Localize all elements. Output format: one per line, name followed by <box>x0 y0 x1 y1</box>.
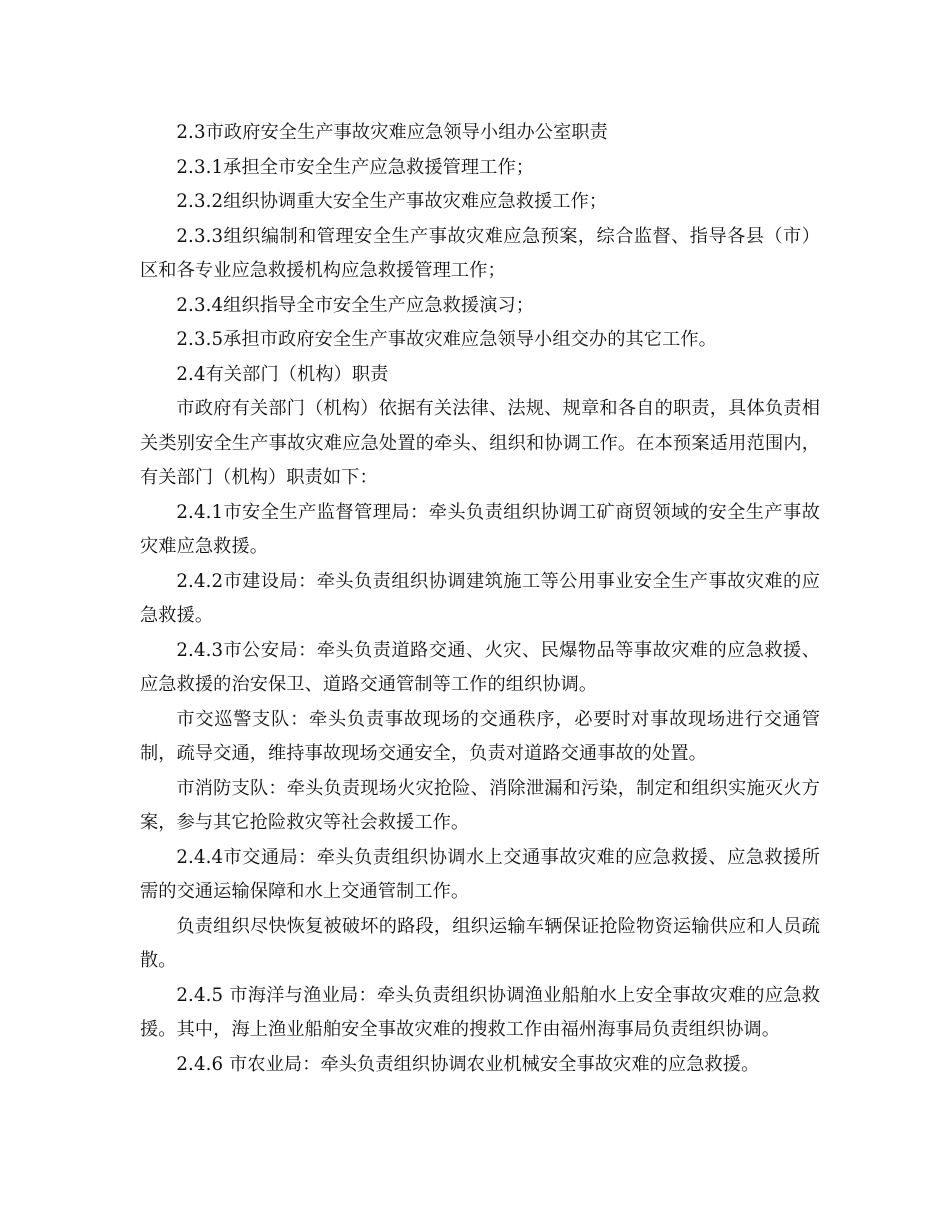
paragraph-2-4-1: 2.4.1市安全生产监督管理局：牵头负责组织协调工矿商贸领域的安全生产事故灾难应急救援。 <box>140 501 820 557</box>
paragraph-2-3-5: 2.3.5承担市政府安全生产事故灾难应急领导小组交办的其它工作。 <box>176 329 717 350</box>
paragraph-2-3-4: 2.3.4组织指导全市安全生产应急救援演习； <box>176 294 535 316</box>
paragraph-2-3-3: 2.3.3组织编制和管理安全生产事故灾难应急预案，综合监督、指导各县（市）区和各专业应急救援机构应急救援管理工作； <box>140 225 820 281</box>
paragraph-road-repair: 负责组织尽快恢复被破坏的路段，组织运输车辆保证抢险物资运输供应和人员疏散。 <box>140 915 820 971</box>
heading-2-4: 2.4有关部门（机构）职责 <box>176 363 389 385</box>
heading-2-3: 2.3市政府安全生产事故灾难应急领导小组办公室职责 <box>176 122 608 143</box>
paragraph-2-4-2: 2.4.2市建设局：牵头负责组织协调建筑施工等公用事业安全生产事故灾难的应急救援。 <box>140 570 820 626</box>
paragraph-2-4-3: 2.4.3市公安局：牵头负责道路交通、火灾、民爆物品等事故灾难的应急救援、应急救援的治安保卫、道路交通管制等工作的组织协调。 <box>140 639 820 695</box>
paragraph-traffic-police: 市交巡警支队：牵头负责事故现场的交通秩序，必要时对事故现场进行交通管制，疏导交通，维持事故现场交通安全，负责对道路交通事故的处置。 <box>140 708 820 764</box>
document-body <box>140 116 820 1082</box>
paragraph-2-4-4: 2.4.4市交通局：牵头负责组织协调水上交通事故灾难的应急救援、应急救援所需的交通运输保障和水上交通管制工作。 <box>140 846 820 902</box>
paragraph-2-3-1: 2.3.1承担全市安全生产应急救援管理工作； <box>176 156 535 178</box>
paragraph-fire-brigade: 市消防支队：牵头负责现场火灾抢险、消除泄漏和污染，制定和组织实施灭火方案，参与其它抢险救灾等社会救援工作。 <box>140 777 820 833</box>
paragraph-2-4-6: 2.4.6 市农业局：牵头负责组织协调农业机械安全事故灾难的应急救援。 <box>176 1053 760 1075</box>
paragraph-2-4-intro: 市政府有关部门（机构）依据有关法律、法规、规章和各自的职责，具体负责相关类别安全生产事故灾难应急处置的牵头、组织和协调工作。在本预案适用范围内，有关部门（机构）职责如下： <box>140 398 820 488</box>
paragraph-2-3-2: 2.3.2组织协调重大安全生产事故灾难应急救援工作； <box>176 191 608 212</box>
paragraph-2-4-5: 2.4.5 市海洋与渔业局：牵头负责组织协调渔业船舶水上安全事故灾难的应急救援。其中，海上渔业船舶安全事故灾难的搜救工作由福州海事局负责组织协调。 <box>140 984 820 1040</box>
